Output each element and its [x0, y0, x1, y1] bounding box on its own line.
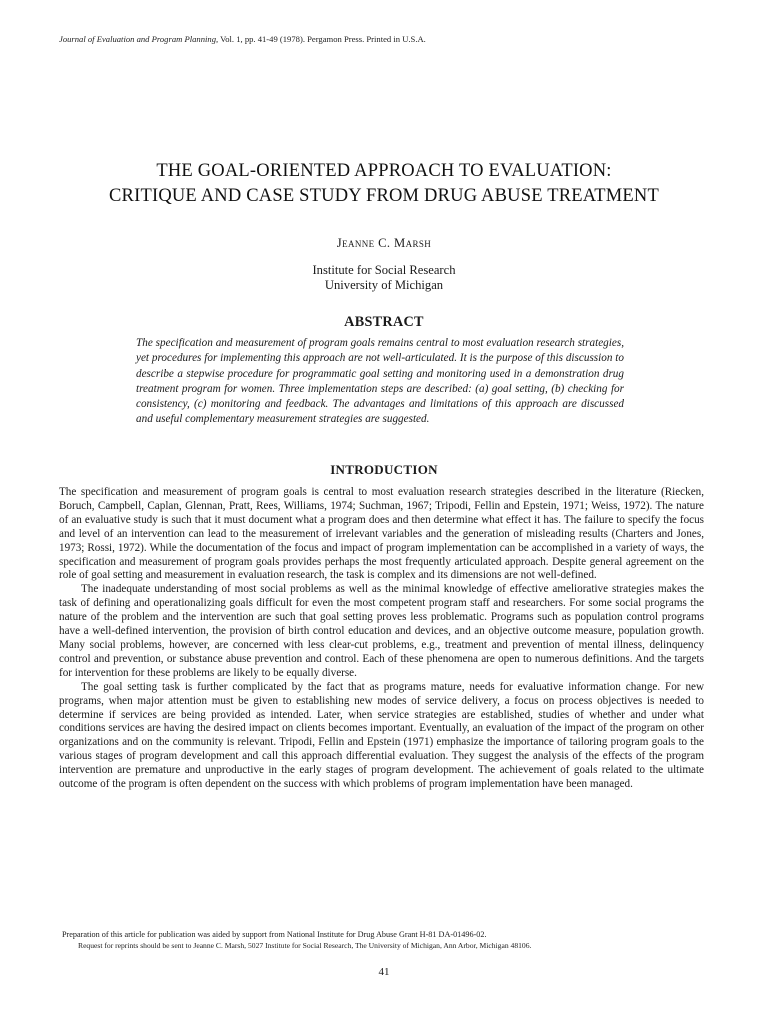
journal-header: [59, 34, 426, 44]
affiliation: [0, 263, 768, 293]
abstract-heading: ABSTRACT: [344, 314, 424, 330]
abstract-text: The specification and measurement of program goals remains central to most evaluation research strategies, yet procedures for implementing this approach are not well-articulated. It is the purpose of this discussion to describe a stepwise procedure for programmatic goal setting and monitoring used in a demonstration drug treatment program for women. Three implementation steps are described: (a) goal setting, (b) checking for consistency, (c) monitoring and feedback. The advantages and limitations of this approach are discussed and useful complementary measurement strategies are suggested.: [136, 337, 624, 426]
introduction-body: [59, 486, 704, 792]
affiliation-university: University of Michigan: [324, 278, 444, 292]
article-title: [0, 159, 768, 209]
footnote-reprints: Request for reprints should be sent to Jeanne C. Marsh, 5027 Institute for Social Research, The University of Michigan, Ann Arbor, Michigan 48106.: [78, 941, 532, 950]
paragraph: The inadequate understanding of most social problems as well as the minimal knowledge of effective ameliorative strategies makes the task of defining and operationalizing goals difficult for even the most competent program staff and researchers. For some social programs the nature of the problem and the intervention are such that goal setting proves less problematic. Programs such as population control programs have a well-defined intervention, the provision of birth control education and devices, and an objective outcome measure, population growth. Many social problems, however, are concerned with less clear-cut problems, e.g., treatment and prevention of mental illness, delinquency control and prevention, or substance abuse prevention and control. Each of these phenomena are open to numerous definitions. And the targets for intervention for these problems are likely to be equally diverse.: [59, 583, 704, 679]
author-name: Jeanne C. Marsh: [336, 236, 432, 250]
paragraph: The specification and measurement of program goals is central to most evaluation research strategies described in the literature (Riecken, Boruch, Campbell, Caplan, Glennan, Pratt, Rees, Williams, 1974; Suchman, 1967; Tripodi, Fellin and Epstein, 1971; Weiss, 1972). The nature of an evaluative study is such that it must document what a program does and then determine what effect it has. The failure to specify the focus and level of an intervention can lead to the measurement of irrelevant variables and the generation of misleading results (Charters and Jones, 1973; Rossi, 1972). While the documentation of the focus and impact of program implementation can be accomplished in a variety of ways, the specification and measurement of program goals provides perhaps the most frequently articulated approach. Despite general agreement on the role of goal setting and measurement in evaluation research, the task is complex and its dimensions are not well-defined.: [59, 486, 704, 582]
footnote: [62, 929, 702, 951]
affiliation-institute: Institute for Social Research: [312, 263, 456, 277]
journal-citation: Vol. 1, pp. 41-49 (1978). Pergamon Press. Printed in U.S.A.: [220, 34, 426, 44]
introduction-heading: INTRODUCTION: [330, 462, 438, 477]
title-line-2: CRITIQUE AND CASE STUDY FROM DRUG ABUSE TREATMENT: [109, 186, 659, 206]
footnote-funding: Preparation of this article for publication was aided by support from National Institute for Drug Abuse Grant H-81 DA-01496-02.: [62, 930, 487, 939]
page-number: 41: [378, 966, 390, 978]
paragraph: The goal setting task is further complicated by the fact that as programs mature, needs for evaluative information change. For new programs, when major attention must be given to establishing new modes of service delivery, a focus on process objectives is needed to determine if services are being provided as intended. Later, when service strategies are established, studies of whether and under what conditions services are having the desired impact on clients becomes important. Eventually, an evaluation of the impact of the program on other organizations and on the community is relevant. Tripodi, Fellin and Epstein (1971) emphasize the importance of tailoring program goals to the various stages of program development and call this approach differential evaluation. They suggest the analysis of the effects of the program intervention are premature and unproductive in the early stages of program development. The achievement of goals related to the ultimate outcome of the program is often dependent on the success with which problems of program implementation have been managed.: [59, 680, 704, 791]
journal-name: Journal of Evaluation and Program Planning,: [59, 34, 219, 44]
title-line-1: THE GOAL-ORIENTED APPROACH TO EVALUATION:: [156, 161, 612, 181]
